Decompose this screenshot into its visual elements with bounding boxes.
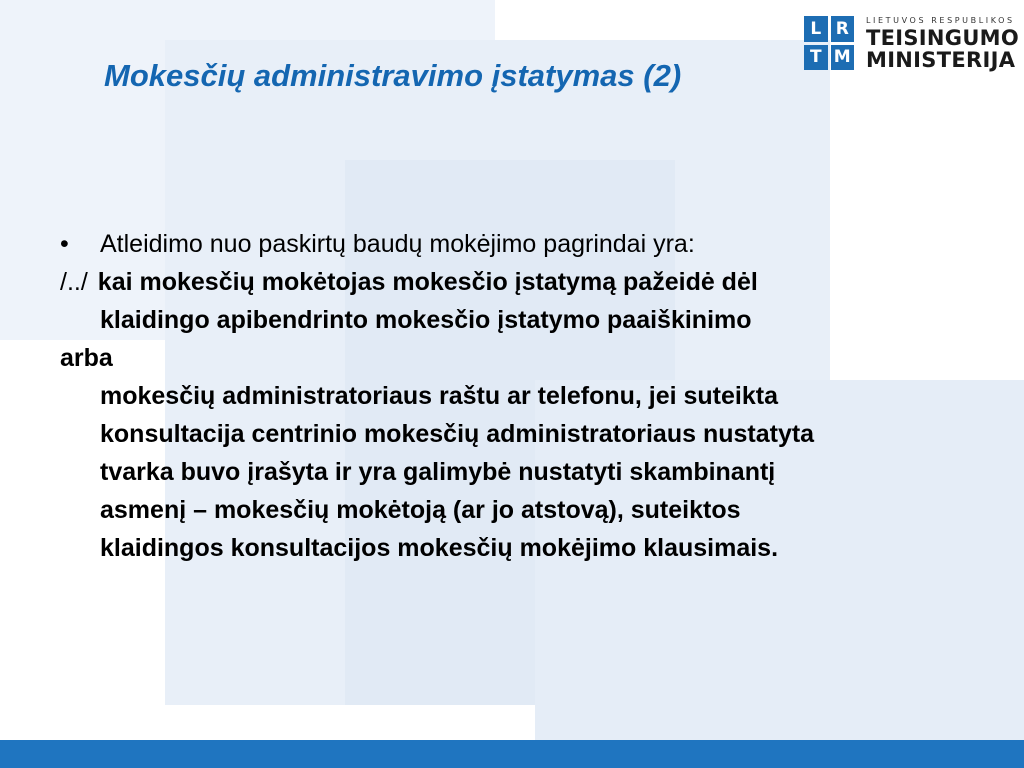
bullet-item [60, 225, 980, 263]
paragraph-2-line: tvarka buvo įrašyta ir yra galimybė nustatyti skambinantį [100, 458, 776, 486]
logo-letter-m: M [831, 45, 855, 71]
paragraph-2 [60, 377, 980, 567]
logo-letter-t: T [804, 45, 828, 71]
paragraph-2-line: mokesčių administratoriaus raštu ar telefonu, jei suteikta [100, 382, 778, 410]
footer-bar [0, 740, 1024, 768]
ministry-logo [798, 14, 1018, 74]
bullet-text: Atleidimo nuo paskirtų baudų mokėjimo pagrindai yra: [100, 230, 695, 258]
logo-subtitle: LIETUVOS RESPUBLIKOS [866, 16, 1015, 25]
paragraph-2-line: asmenį – mokesčių mokėtoją (ar jo atstovą), suteiktos [100, 496, 741, 524]
logo-mark [804, 16, 854, 70]
logo-letter-l: L [804, 16, 828, 42]
paragraph-2-line: klaidingos konsultacijos mokesčių mokėjimo klausimais. [100, 534, 779, 562]
paragraph-2-line: konsultacija centrinio mokesčių administratoriaus nustatyta [100, 420, 815, 448]
logo-line-1: TEISINGUMO [866, 26, 1020, 50]
slide-body [60, 225, 980, 567]
paragraph-1 [60, 263, 980, 339]
paragraph-1-line-2: klaidingo apibendrinto mokesčio įstatymo paaiškinimo [100, 306, 752, 334]
slide-title: Mokesčių administravimo įstatymas (2) [104, 58, 682, 93]
logo-letter-r: R [831, 16, 855, 42]
conjunction-text: arba [60, 344, 113, 372]
bullet-icon: • [60, 230, 69, 258]
paragraph-1-line-1: kai mokesčių mokėtojas mokesčio įstatymą pažeidė dėl [97, 268, 758, 296]
logo-line-2: MINISTERIJA [866, 48, 1016, 72]
ellipsis-prefix: /../ [60, 268, 88, 296]
